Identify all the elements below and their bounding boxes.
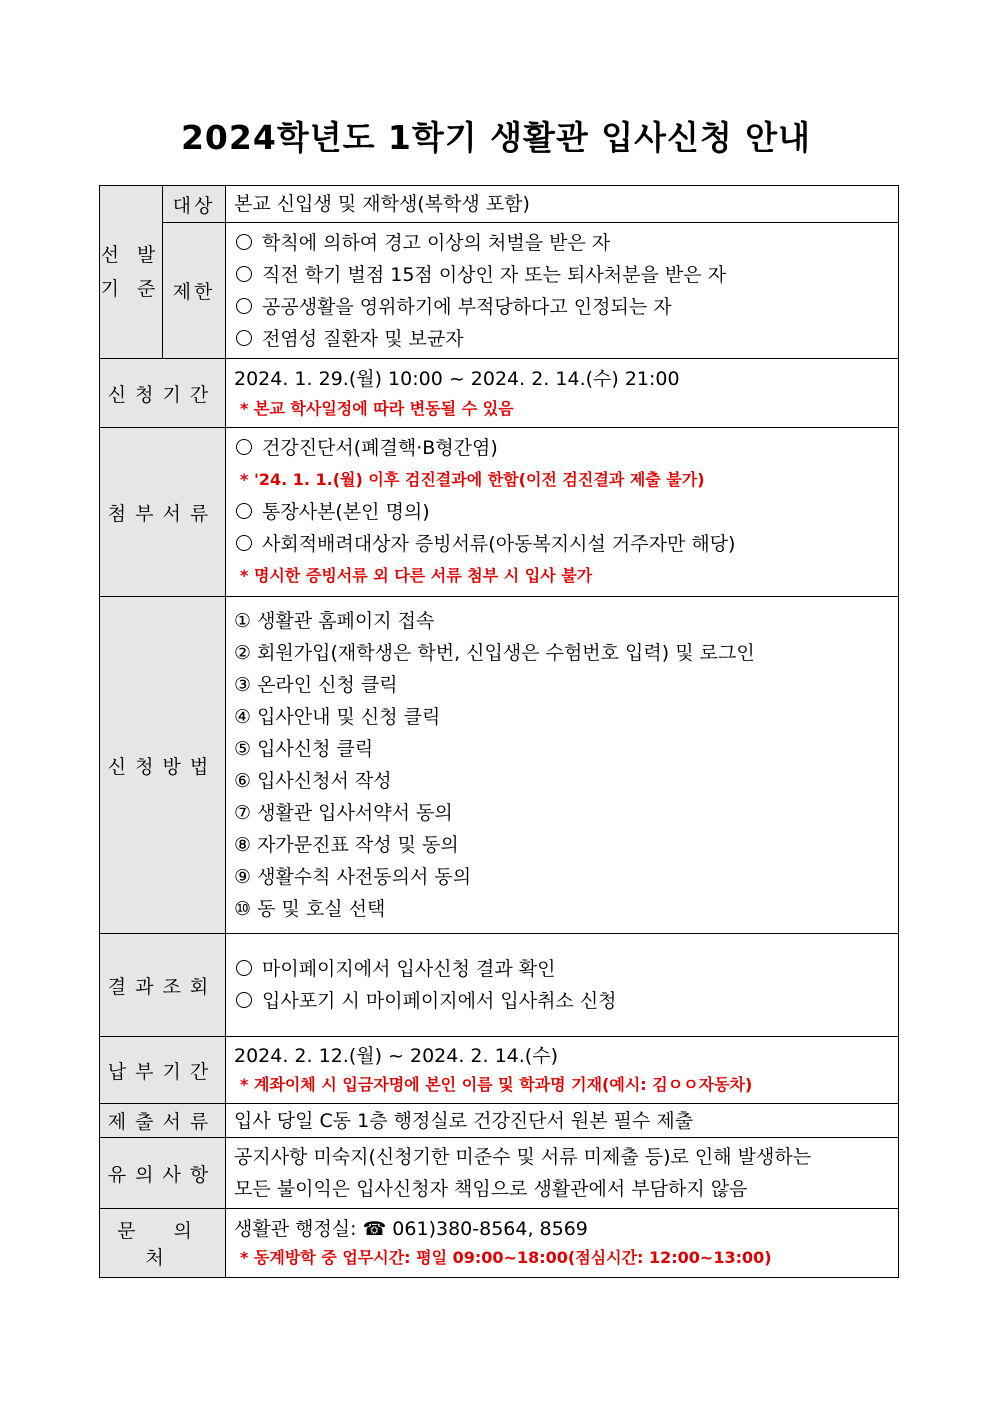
caution-cell bbox=[226, 1138, 899, 1209]
selection-header-line2: 기 준 bbox=[100, 278, 162, 300]
restriction-header: 제한 bbox=[163, 223, 226, 359]
period-cell bbox=[226, 359, 899, 428]
contact-header: 문 의 처 bbox=[100, 1209, 226, 1278]
result-header: 결과조회 bbox=[100, 934, 226, 1037]
period-header: 신청기간 bbox=[100, 359, 226, 428]
info-table bbox=[99, 185, 899, 1278]
step-item: ⑨ 생활수칙 사전동의서 동의 bbox=[234, 866, 472, 888]
submit-value: 입사 당일 C동 1층 행정실로 건강진단서 원본 필수 제출 bbox=[234, 1109, 694, 1132]
circle-bullet-icon bbox=[236, 266, 252, 282]
step-item: ⑦ 생활관 입사서약서 동의 bbox=[234, 802, 453, 824]
contact-note: * 동계방학 중 업무시간: 평일 09:00~18:00(점심시간: 12:00~13:00) bbox=[240, 1248, 772, 1267]
list-item: 전염성 질환자 및 보균자 bbox=[234, 323, 890, 355]
circle-bullet-icon bbox=[236, 439, 252, 455]
circle-bullet-icon bbox=[236, 503, 252, 519]
payment-header: 납부기간 bbox=[100, 1037, 226, 1104]
restriction-list bbox=[226, 223, 899, 359]
circle-bullet-icon bbox=[236, 535, 252, 551]
circle-bullet-icon bbox=[236, 960, 252, 976]
step-item: ⑧ 자가문진표 작성 및 동의 bbox=[234, 834, 459, 856]
contact-value: 생활관 행정실: ☎ 061)380-8564, 8569 bbox=[234, 1218, 588, 1240]
caution-line-2: 모든 불이익은 입사신청자 책임으로 생활관에서 부담하지 않음 bbox=[234, 1178, 748, 1200]
documents-cell bbox=[226, 428, 899, 597]
list-item: 사회적배려대상자 증빙서류(아동복지시설 거주자만 해당) bbox=[234, 528, 890, 560]
submit-cell bbox=[226, 1104, 899, 1138]
list-item: 학칙에 의하여 경고 이상의 처벌을 받은 자 bbox=[234, 227, 890, 259]
selection-header-line1: 선 발 bbox=[100, 244, 162, 266]
step-item: ④ 입사안내 및 신청 클릭 bbox=[234, 706, 441, 728]
submit-header: 제출서류 bbox=[100, 1104, 226, 1138]
caution-line-1: 공지사항 미숙지(신청기한 미준수 및 서류 미제출 등)로 인해 발생하는 bbox=[234, 1146, 812, 1168]
method-steps bbox=[226, 597, 899, 934]
page-title: 2024학년도 1학기 생활관 입사신청 안내 bbox=[180, 118, 812, 157]
result-cell bbox=[226, 934, 899, 1037]
payment-cell bbox=[226, 1037, 899, 1104]
caution-header: 유의사항 bbox=[100, 1138, 226, 1209]
selection-header bbox=[100, 186, 163, 359]
period-value: 2024. 1. 29.(월) 10:00 ~ 2024. 2. 14.(수) 21:00 bbox=[234, 368, 680, 390]
method-header: 신청방법 bbox=[100, 597, 226, 934]
list-item: 직전 학기 벌점 15점 이상인 자 또는 퇴사처분을 받은 자 bbox=[234, 259, 890, 291]
target-value: 본교 신입생 및 재학생(복학생 포함) bbox=[226, 186, 899, 223]
circle-bullet-icon bbox=[236, 992, 252, 1008]
step-item: ② 회원가입(재학생은 학번, 신입생은 수험번호 입력) 및 로그인 bbox=[234, 642, 755, 664]
list-item: 통장사본(본인 명의) bbox=[234, 496, 890, 528]
payment-value: 2024. 2. 12.(월) ~ 2024. 2. 14.(수) bbox=[234, 1045, 558, 1067]
step-item: ⑥ 입사신청서 작성 bbox=[234, 770, 392, 792]
documents-header: 첨부서류 bbox=[100, 428, 226, 597]
circle-bullet-icon bbox=[236, 330, 252, 346]
step-item: ③ 온라인 신청 클릭 bbox=[234, 674, 398, 696]
documents-note-1: * '24. 1. 1.(월) 이후 검진결과에 한함(이전 검진결과 제출 불가) bbox=[240, 470, 705, 489]
step-item: ⑩ 동 및 호실 선택 bbox=[234, 898, 386, 920]
list-item: 마이페이지에서 입사신청 결과 확인 bbox=[234, 953, 890, 985]
period-note: * 본교 학사일정에 따라 변동될 수 있음 bbox=[240, 399, 514, 418]
circle-bullet-icon bbox=[236, 298, 252, 314]
list-item: 입사포기 시 마이페이지에서 입사취소 신청 bbox=[234, 985, 890, 1017]
payment-note: * 계좌이체 시 입금자명에 본인 이름 및 학과명 기재(예시: 김ㅇㅇ자동차) bbox=[240, 1075, 753, 1094]
contact-cell bbox=[226, 1209, 899, 1278]
step-item: ① 생활관 홈페이지 접속 bbox=[234, 610, 435, 632]
step-item: ⑤ 입사신청 클릭 bbox=[234, 738, 374, 760]
circle-bullet-icon bbox=[236, 234, 252, 250]
documents-note-2: * 명시한 증빙서류 외 다른 서류 첨부 시 입사 불가 bbox=[240, 566, 593, 585]
target-header: 대상 bbox=[163, 186, 226, 223]
list-item: 공공생활을 영위하기에 부적당하다고 인정되는 자 bbox=[234, 291, 890, 323]
list-item: 건강진단서(폐결핵·B형간염) bbox=[234, 432, 890, 464]
